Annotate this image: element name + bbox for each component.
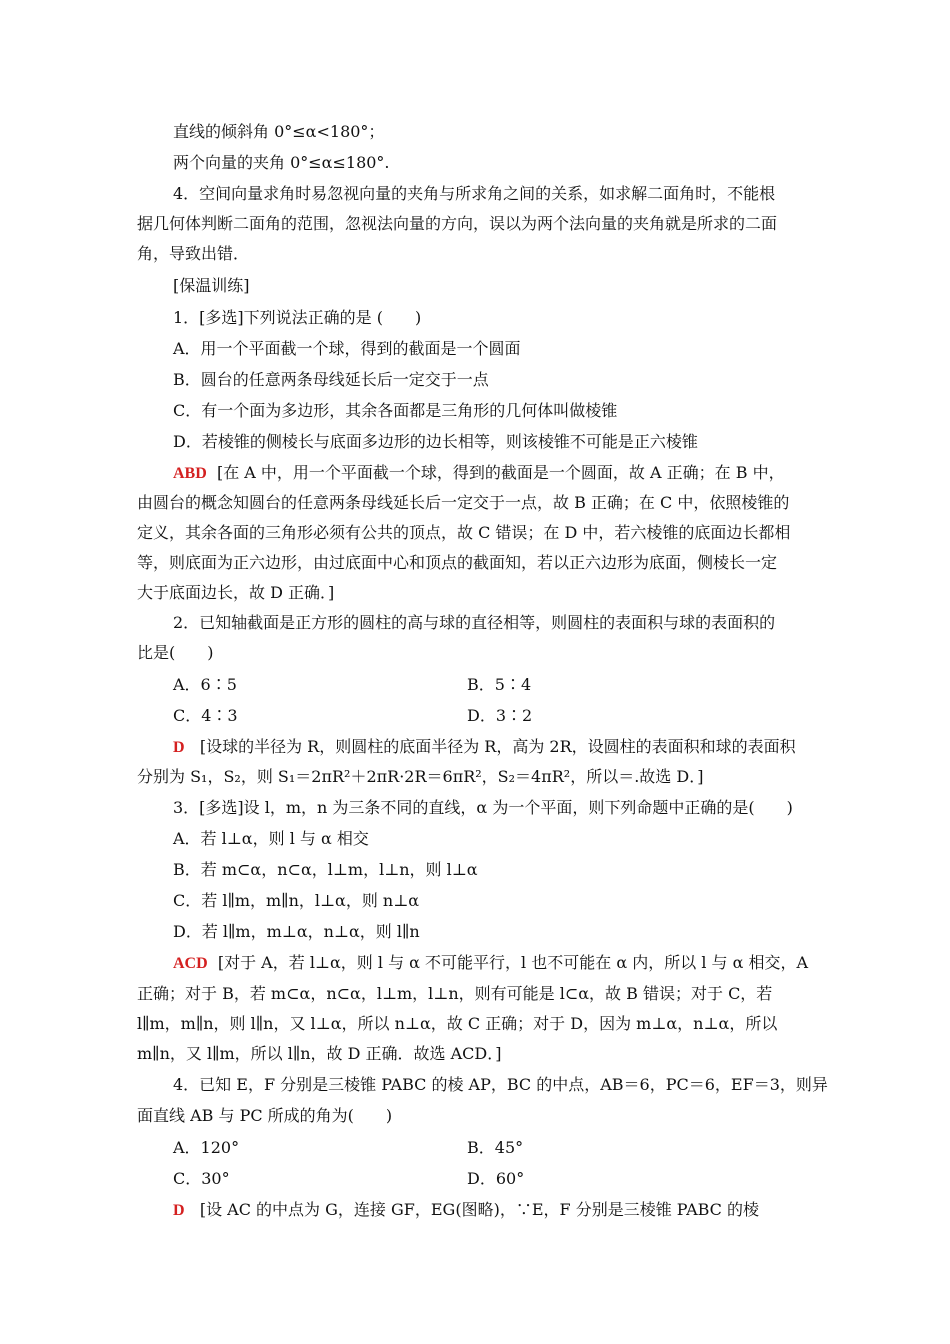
q2-explanation-1: [设球的半径为 R，则圆柱的底面半径为 R，高为 2R，设圆柱的表面积和球的表面积 [199, 737, 796, 756]
q4-answer: D [173, 1202, 185, 1219]
q1-explanation-5: 大于底面边长，故 D 正确．] [137, 583, 335, 602]
q2-stem-1: 2．已知轴截面是正方形的圆柱的高与球的直径相等，则圆柱的表面积与球的表面积的 [173, 613, 776, 632]
q3-option-b: B．若 m⊂α，n⊂α，l⊥m，l⊥n，则 l⊥α [173, 860, 478, 879]
q4-stem-1: 4．已知 E，F 分别是三棱锥 PABC 的棱 AP，BC 的中点，AB＝6，PC＝6，EF＝3，则异 [173, 1075, 828, 1094]
note-4-line-3: 角，导致出错． [137, 244, 250, 263]
q3-explanation-3: l∥m，m∥n，则 l∥n，又 l⊥α，所以 n⊥α，故 C 正确；对于 D，因为 m⊥α，n⊥α，所以 [137, 1014, 778, 1033]
q2-answer: D [173, 739, 185, 756]
q1-explanation-1: [在 A 中，用一个平面截一个球，得到的截面是一个圆面，故 A 正确；在 B 中， [216, 463, 785, 482]
q2-option-c: C．4∶3 [173, 706, 238, 725]
q1-option-b: B．圆台的任意两条母线延长后一定交于一点 [173, 370, 489, 389]
section-title: [保温训练] [173, 276, 250, 295]
q2-option-a: A．6∶5 [173, 675, 237, 694]
q4-option-a: A．120° [173, 1138, 240, 1157]
q3-option-d: D．若 l∥m，m⊥α，n⊥α，则 l∥n [173, 922, 420, 941]
q1-explanation-3: 定义，其余各面的三角形必须有公共的顶点，故 C 错误；在 D 中，若六棱锥的底面边长都相 [137, 523, 791, 542]
q2-option-d: D．3∶2 [467, 706, 533, 725]
intro-line-1: 直线的倾斜角 0°≤α<180°； [173, 122, 385, 141]
q4-solution-line-1 [173, 1200, 759, 1221]
q3-explanation-1: [对于 A，若 l⊥α，则 l 与 α 不可能平行，l 也不可能在 α 内，所以 l 与 α 相交，A [217, 953, 809, 972]
q4-option-d: D．60° [467, 1169, 525, 1188]
q3-solution-line-1 [173, 953, 808, 974]
q1-explanation-4: 等，则底面为正六边形，由过底面中心和顶点的截面知，若以正六边形为底面，侧棱长一定 [137, 553, 778, 572]
q2-stem-2: 比是( ) [137, 643, 214, 662]
q1-explanation-2: 由圆台的概念知圆台的任意两条母线延长后一定交于一点，故 B 正确；在 C 中，依照棱锥的 [137, 493, 790, 512]
note-4-line-2: 据几何体判断二面角的范围，忽视法向量的方向，误以为两个法向量的夹角就是所求的二面 [137, 214, 778, 233]
q1-answer: ABD [173, 465, 207, 482]
q1-option-d: D．若棱锥的侧棱长与底面多边形的边长相等，则该棱锥不可能是正六棱锥 [173, 432, 698, 451]
q3-explanation-2: 正确；对于 B，若 m⊂α，n⊂α，l⊥m，l⊥n，则有可能是 l⊂α，故 B 错误；对于 C，若 [137, 984, 773, 1003]
q3-answer: ACD [173, 955, 208, 972]
q4-explanation-1: [设 AC 的中点为 G，连接 GF，EG(图略)，∵E，F 分别是三棱锥 PABC 的棱 [199, 1200, 760, 1219]
q2-option-b: B．5∶4 [467, 675, 532, 694]
q1-stem: 1．[多选]下列说法正确的是 ( ) [173, 308, 422, 327]
q3-option-c: C．若 l∥m，m∥n，l⊥α，则 n⊥α [173, 891, 420, 910]
q4-option-b: B．45° [467, 1138, 524, 1157]
q4-stem-2: 面直线 AB 与 PC 所成的角为( ) [137, 1106, 393, 1125]
q3-stem: 3．[多选]设 l，m，n 为三条不同的直线，α 为一个平面，则下列命题中正确的是( ) [173, 798, 793, 817]
q1-option-a: A．用一个平面截一个球，得到的截面是一个圆面 [173, 339, 521, 358]
q2-explanation-2: 分别为 S₁，S₂，则 S₁＝2πR²＋2πR·2R＝6πR²，S₂＝4πR²，所以＝.故选 D．] [137, 767, 704, 786]
q1-option-c: C．有一个面为多边形，其余各面都是三角形的几何体叫做棱锥 [173, 401, 618, 420]
intro-line-2: 两个向量的夹角 0°≤α≤180°. [173, 153, 390, 172]
q3-option-a: A．若 l⊥α，则 l 与 α 相交 [173, 829, 369, 848]
note-4-line-1: 4．空间向量求角时易忽视向量的夹角与所求角之间的关系，如求解二面角时，不能根 [173, 184, 776, 203]
q1-solution-line-1 [173, 463, 785, 484]
q2-solution-line-1 [173, 737, 796, 758]
q3-explanation-4: m∥n，又 l∥m，所以 l∥n，故 D 正确．故选 ACD．] [137, 1044, 502, 1063]
q4-option-c: C．30° [173, 1169, 230, 1188]
